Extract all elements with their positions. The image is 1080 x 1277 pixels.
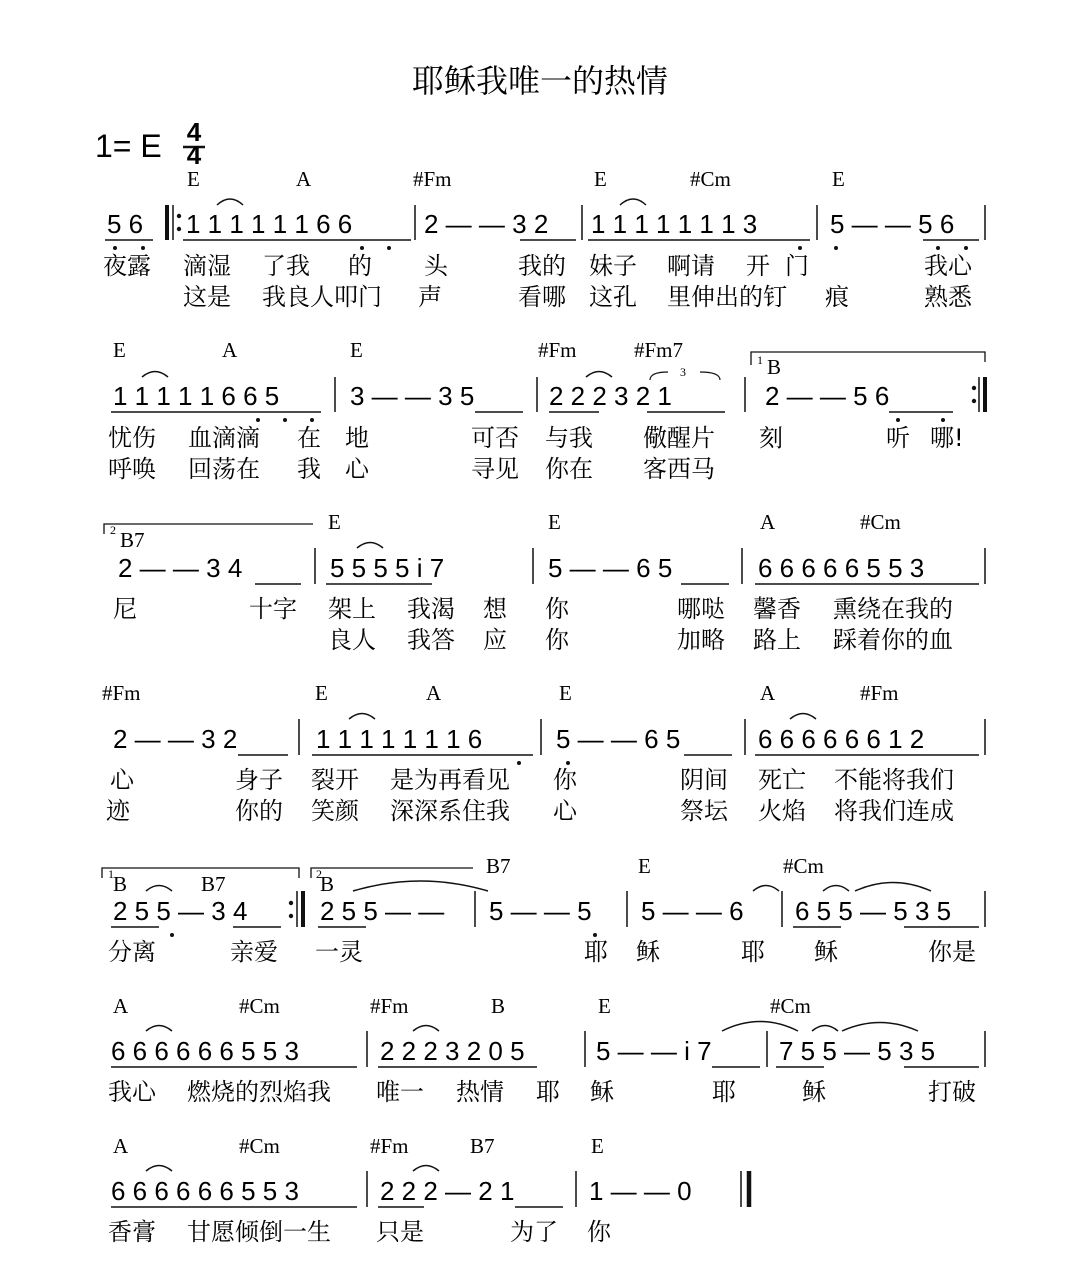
measure-notes: 2 — — 3 4: [118, 553, 243, 583]
lyric: 稣: [590, 1078, 614, 1106]
measure-notes: 2 — — 5 6: [765, 381, 890, 411]
measure-notes: 5 — — 6 5: [556, 724, 681, 754]
chord: B: [491, 994, 506, 1018]
lyric: 阴间: [680, 766, 728, 794]
lyric: 我: [297, 455, 321, 483]
chord: #Fm: [860, 681, 899, 705]
volta-number: 1: [757, 353, 763, 367]
lyric: 我心: [108, 1078, 156, 1106]
key-signature: 1= E: [95, 128, 162, 164]
lyric: 刻: [759, 424, 783, 452]
lyric: 你: [553, 766, 577, 794]
chord: #Cm: [690, 167, 731, 191]
chord: B: [113, 872, 128, 896]
lyric: 客西马: [643, 455, 715, 483]
lyric: 我良人叩门: [262, 283, 382, 311]
lyric: 痕: [825, 283, 849, 311]
chord: #Fm: [102, 681, 141, 705]
measure-notes: 5 — — 5: [489, 896, 592, 926]
lyric: 血滴滴: [188, 424, 260, 452]
lyric: 声: [418, 283, 442, 311]
chord: #Cm: [783, 854, 824, 878]
chord: #Fm: [413, 167, 452, 191]
measure-notes: 1 1 1 1 1 6 6 5: [113, 381, 280, 411]
chord: A: [296, 167, 312, 191]
measure-notes: 7 5 5 — 5 3 5: [779, 1036, 936, 1066]
measure-notes: 2 — — 3 2: [113, 724, 238, 754]
lyric: 耶: [536, 1078, 560, 1106]
lyric: 稣: [802, 1078, 826, 1106]
lyric: 夜露: [103, 252, 151, 280]
measure-notes: 6 6 6 6 6 5 5 3: [758, 553, 925, 583]
lyric: 看哪: [518, 283, 566, 311]
lyric: 你的: [235, 797, 283, 825]
measure-notes: 2 2 2 3 2 0 5: [380, 1036, 525, 1066]
lyric: 稣: [814, 938, 838, 966]
lyric: 这是: [183, 283, 231, 311]
lyric: 忧伤: [108, 424, 156, 452]
row-1: [108, 338, 985, 483]
lyric: 十字: [249, 595, 297, 623]
lyric: 熟悉: [924, 283, 972, 311]
measure-notes: 5 — — 6 5: [548, 553, 673, 583]
chord: E: [832, 167, 845, 191]
lyric: 听: [886, 424, 910, 452]
chord: B: [767, 355, 782, 379]
measure-notes: 1 1 1 1 1 1 1 3: [591, 209, 758, 239]
lyric: 与我: [545, 424, 593, 452]
measure-notes: 5 — — i 7: [596, 1036, 712, 1066]
lyric: 你在: [545, 455, 593, 483]
lyric: 耶: [584, 938, 608, 966]
lyric: 唯一: [376, 1078, 424, 1106]
lyric: 耶: [741, 938, 765, 966]
chord: B7: [486, 854, 511, 878]
time-signature-bottom: 4: [186, 140, 202, 170]
lyric: 分离: [108, 938, 156, 966]
lyric: 笑颜: [311, 797, 359, 825]
chord: E: [315, 681, 328, 705]
volta-number: 1: [108, 867, 114, 881]
chord: E: [559, 681, 572, 705]
measure-notes: 5 6: [107, 209, 144, 239]
chord: A: [760, 510, 776, 534]
row-0: [103, 167, 985, 311]
row-3: [102, 681, 985, 825]
lyric: 只是: [376, 1218, 424, 1246]
lyric: 火焰: [758, 797, 806, 825]
lyric: 回荡在: [188, 455, 260, 483]
volta-number: 2: [316, 867, 322, 881]
lyric: 死亡: [758, 766, 806, 794]
chord: E: [187, 167, 200, 191]
row-5: [108, 994, 985, 1106]
lyric: 哪!: [930, 424, 964, 452]
measure-notes: 2 5 5 — —: [320, 896, 445, 926]
lyric: 我答: [407, 626, 455, 654]
lyric: 地: [345, 424, 369, 452]
lyric: 燃烧的烈焰我: [187, 1078, 331, 1106]
chord: A: [222, 338, 238, 362]
measure-notes: 5 5 5 5 i 7: [330, 553, 445, 583]
chord: B7: [470, 1134, 495, 1158]
lyric: 熏绕在我的: [833, 595, 953, 623]
lyric: 门: [785, 252, 809, 280]
measure-notes: 2 — — 3 2: [424, 209, 549, 239]
lyric: 馨香: [753, 595, 801, 623]
lyric: 裂开: [311, 766, 359, 794]
measure-notes: 6 6 6 6 6 6 5 5 3: [111, 1176, 299, 1206]
lyric: 心: [553, 797, 577, 825]
chord: E: [594, 167, 607, 191]
chord: A: [760, 681, 776, 705]
row-4: [102, 854, 985, 966]
lyric: 路上: [753, 626, 801, 654]
lyric: 踩着你的血: [833, 626, 953, 654]
measure-notes: 1 1 1 1 1 1 6 6: [186, 209, 353, 239]
chord: B7: [120, 528, 145, 552]
measure-notes: 5 — — 6: [641, 896, 744, 926]
lyric: 架上: [328, 595, 376, 623]
chord: #Fm7: [634, 338, 684, 362]
lyric: 里伸出的钉: [667, 283, 787, 311]
lyric: 祭坛: [680, 797, 728, 825]
lyric: 我心: [924, 252, 972, 280]
lyric: 啊请: [667, 252, 715, 280]
triplet-mark: 3: [680, 365, 686, 379]
measure-notes: 6 6 6 6 6 6 1 2: [758, 724, 925, 754]
measure-notes: 2 5 5 — 3 4: [113, 896, 248, 926]
lyric: 可否: [471, 424, 519, 452]
measure-notes: 3 — — 3 5: [350, 381, 475, 411]
chord: A: [426, 681, 442, 705]
chord: #Fm: [370, 1134, 409, 1158]
chord: #Fm: [370, 994, 409, 1018]
lyric: 你: [545, 626, 569, 654]
chord: #Cm: [770, 994, 811, 1018]
chord: E: [638, 854, 651, 878]
lyric: 你: [545, 595, 569, 623]
lyric: 这孔: [589, 283, 637, 311]
chord: E: [548, 510, 561, 534]
lyric: 耶: [712, 1078, 736, 1106]
row-6: [108, 1134, 749, 1246]
chord: A: [113, 1134, 129, 1158]
measure-notes: 6 5 5 — 5 3 5: [795, 896, 952, 926]
chord: E: [113, 338, 126, 362]
volta-number: 2: [110, 523, 116, 537]
lyric: 心: [110, 766, 134, 794]
chord: B: [320, 872, 335, 896]
lyric: 将我们连成: [834, 797, 954, 825]
chord: #Fm: [538, 338, 577, 362]
lyric: 香膏: [108, 1218, 156, 1246]
song-title: 耶稣我唯一的热情: [411, 62, 669, 100]
lyric: 哪哒: [677, 595, 725, 623]
lyric: 迹: [106, 797, 130, 825]
lyric: 儆醒片: [643, 424, 715, 452]
measure-notes: 1 1 1 1 1 1 1 6: [316, 724, 483, 754]
chord: E: [598, 994, 611, 1018]
lyric: 热情: [456, 1078, 504, 1106]
measure-notes: 2 2 2 3 2 1: [549, 381, 672, 411]
measure-notes: 6 6 6 6 6 6 5 5 3: [111, 1036, 299, 1066]
lyric: 的: [348, 252, 372, 280]
lyric: 甘愿倾倒一生: [187, 1218, 331, 1246]
lyric: 寻见: [471, 455, 519, 483]
chord: E: [591, 1134, 604, 1158]
chord: E: [350, 338, 363, 362]
chord: A: [113, 994, 129, 1018]
lyric: 呼唤: [108, 455, 156, 483]
lyric: 尼: [113, 595, 137, 623]
lyric: 头: [424, 252, 448, 280]
lyric: 我渴: [407, 595, 455, 623]
lyric: 我的: [518, 252, 566, 280]
lyric: 亲爱: [230, 938, 278, 966]
lyric: 心: [345, 455, 369, 483]
lyric: 你是: [928, 938, 976, 966]
lyric: 你: [587, 1218, 611, 1246]
chord: B7: [201, 872, 226, 896]
lyric: 深深系住我: [390, 797, 510, 825]
lyric: 良人: [328, 626, 376, 654]
lyric: 为了: [510, 1218, 558, 1246]
measure-notes: 1 — — 0: [589, 1176, 692, 1206]
lyric: 了我: [262, 252, 310, 280]
chord: #Cm: [860, 510, 901, 534]
lyric: 开: [746, 252, 770, 280]
lyric: 滴湿: [183, 252, 231, 280]
chord: #Cm: [239, 1134, 280, 1158]
lyric: 妹子: [589, 252, 637, 280]
measure-notes: 5 — — 5 6: [830, 209, 955, 239]
chord: E: [328, 510, 341, 534]
chord: #Cm: [239, 994, 280, 1018]
lyric: 加略: [677, 626, 725, 654]
row-2: [104, 510, 985, 654]
lyric: 想: [483, 595, 507, 623]
lyric: 在: [297, 424, 321, 452]
lyric: 打破: [928, 1078, 976, 1106]
lyric: 身子: [235, 766, 283, 794]
lyric: 不能将我们: [834, 766, 954, 794]
time-signature-top: 4: [186, 117, 202, 147]
lyric: 稣: [636, 938, 660, 966]
lyric: 应: [483, 626, 507, 654]
measure-notes: 2 2 2 — 2 1: [380, 1176, 515, 1206]
lyric: 是为再看见: [390, 766, 510, 794]
lyric: 一灵: [315, 938, 363, 966]
